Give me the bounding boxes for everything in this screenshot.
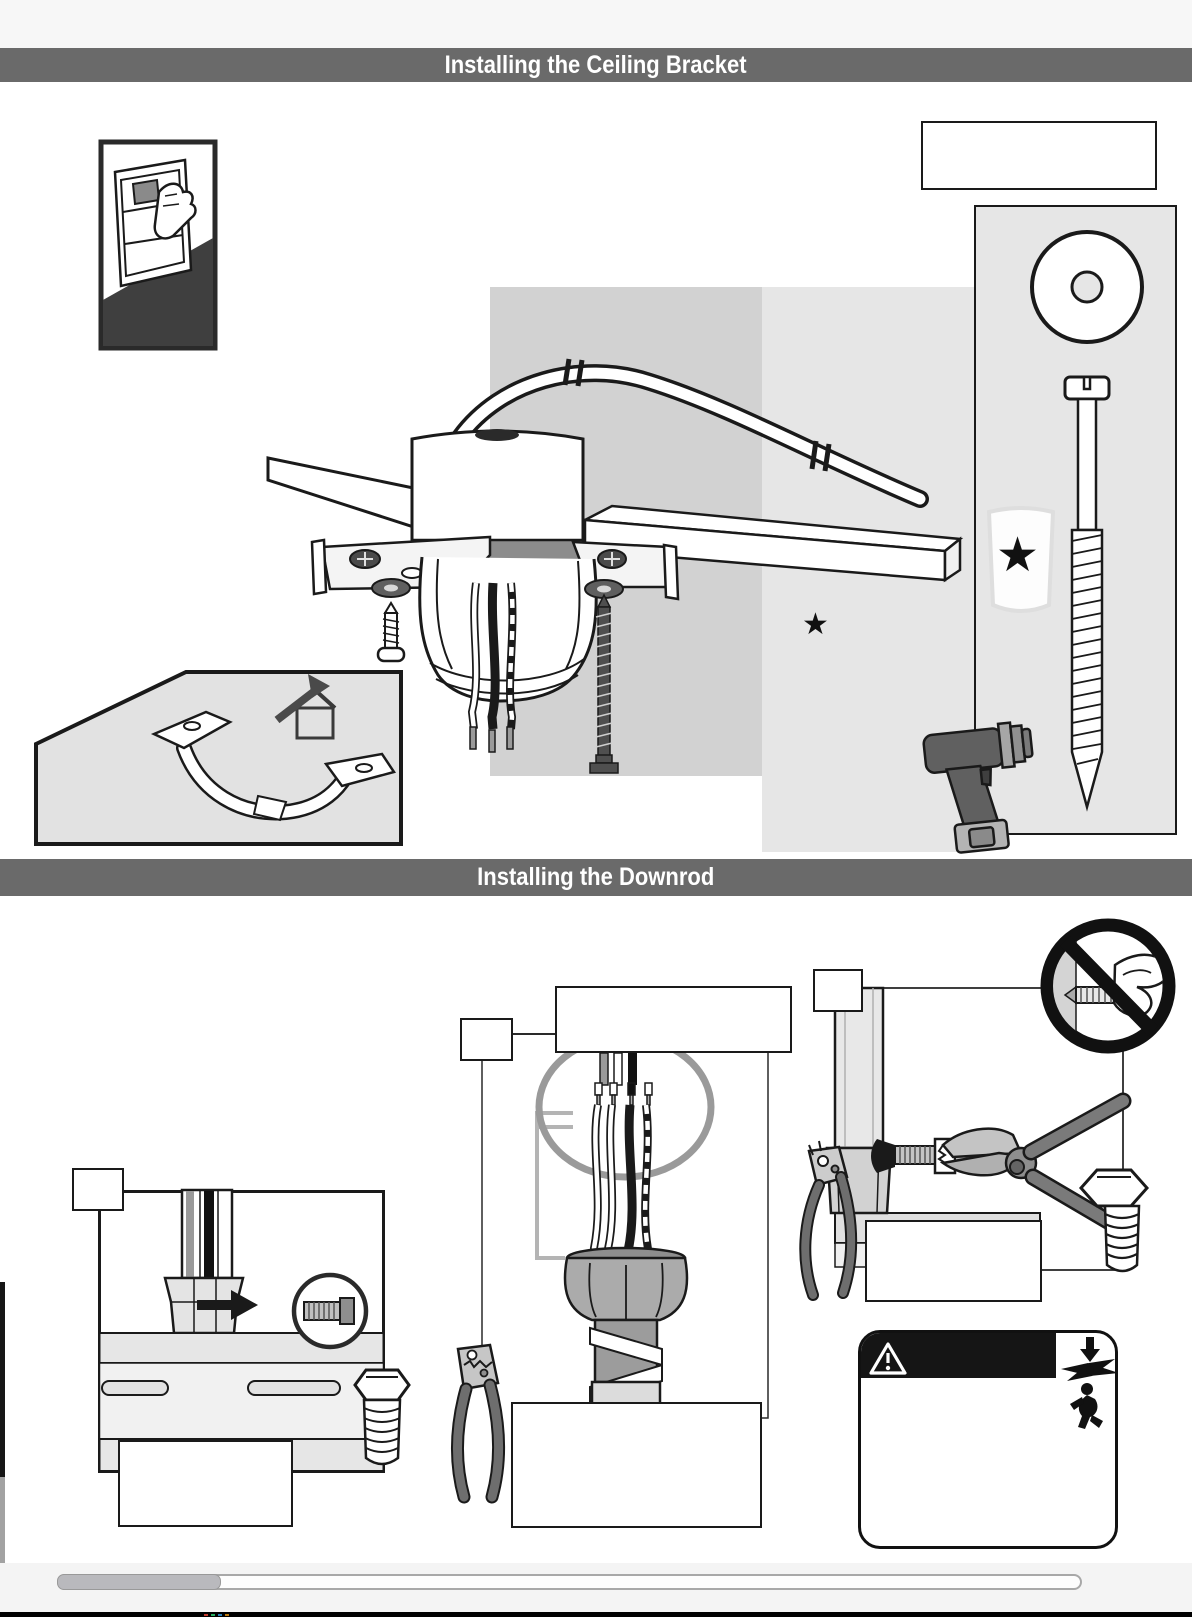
callout-box-wiring-caption (511, 1402, 762, 1528)
callout-box-ceiling-note (921, 121, 1157, 190)
star-pack-icon: ★ (996, 529, 1040, 582)
bottom-edge-strip (0, 1612, 1192, 1617)
star-marker-icon: ★ (802, 608, 829, 641)
callout-box-wiring-small (460, 1018, 513, 1061)
render-artifact-dots (204, 1614, 229, 1616)
section-title: Installing the Downrod (477, 863, 715, 891)
drill-icon (918, 712, 1044, 854)
callout-box-bolt-small (813, 969, 863, 1012)
callout-connector-line (513, 1033, 555, 1035)
section-title: Installing the Ceiling Bracket (445, 50, 747, 79)
no-hand-tightening-icon (1047, 925, 1169, 1047)
callout-box-downrod-left-caption (118, 1440, 293, 1527)
bracket-orientation-illustration (34, 668, 404, 848)
warning-box (858, 1330, 1118, 1549)
horizontal-scrollbar-thumb[interactable] (57, 1574, 221, 1590)
viewer-bottom-bar (0, 1563, 1192, 1617)
callout-box-downrod-left (72, 1168, 124, 1211)
callout-box-wiring-title (555, 986, 792, 1053)
warning-triangle-icon (869, 1341, 907, 1377)
section-header-ceiling-bracket (0, 48, 1192, 82)
section-header-downrod (0, 859, 1192, 896)
callout-box-bolt-caption (865, 1220, 1042, 1302)
top-margin-strip (0, 0, 1192, 48)
page-edge-black-bar (0, 1282, 5, 1477)
power-off-breaker-illustration (99, 140, 217, 350)
page-edge-gray-bar (0, 1477, 5, 1563)
falling-fan-hazard-icon (1059, 1337, 1118, 1432)
